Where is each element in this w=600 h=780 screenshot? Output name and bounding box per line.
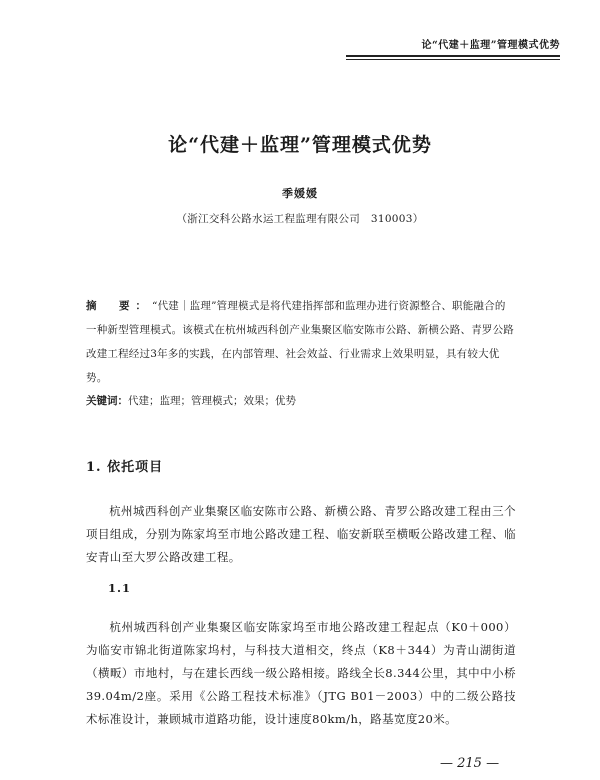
header-rule [346,55,560,57]
running-header-title: 论“代建＋监理”管理模式优势 [421,40,560,51]
author-name: 季媛媛 [282,187,318,200]
paragraph-text: 杭州城西科创产业集聚区临安陈市公路、新横公路、青罗公路改建工程由三个项目组成，分别为陈家坞至市地公路改建工程、临安新联至横畈公路改建工程、临安青山至大罗公路改建工程。 [86,504,516,564]
abstract-label: 摘 要： [86,300,152,312]
body-paragraph [86,616,516,731]
subsection-label: 1.1 [108,581,132,595]
keywords-text: 代建；监理；管理模式；效果；优势 [128,395,296,407]
body-paragraph [86,500,516,569]
header-rule-thin [346,59,560,60]
keywords [86,392,514,410]
abstract-text: “代建｜监理”管理模式是将代建指挥部和监理办进行资源整合、职能融合的一种新型管理模式。该模式在杭州城西科创产业集聚区临安陈市公路、新横公路、青罗公路改建工程经过3年多的实践，在内部管理、社会效益、行业需求上效果明显，具有较大优势。 [86,300,514,384]
paragraph-text: 杭州城西科创产业集聚区临安陈家坞至市地公路改建工程起点（K0＋000）为临安市锦北街道陈家坞村，与科技大道相交，终点（K8＋344）为青山湖街道（横畈）市地村，与在建长西线一级公路相接。路线全长8.344公里，其中中小桥39.04m/2座。采用《公路工程技术标准》（JTG B01－2003）中的二级公路技术标准设计，兼顾城市道路功能，设计速度80km/h，路基宽度20米。 [86,620,516,726]
paper-title: 论“代建＋监理”管理模式优势 [168,134,432,156]
page-number: — 215 — [440,756,500,771]
keywords-label: 关键词： [86,395,128,407]
section-heading: 1. 依托项目 [86,460,164,475]
author-affiliation: （浙江交科公路水运工程监理有限公司 310003） [176,213,424,225]
abstract [86,294,514,390]
